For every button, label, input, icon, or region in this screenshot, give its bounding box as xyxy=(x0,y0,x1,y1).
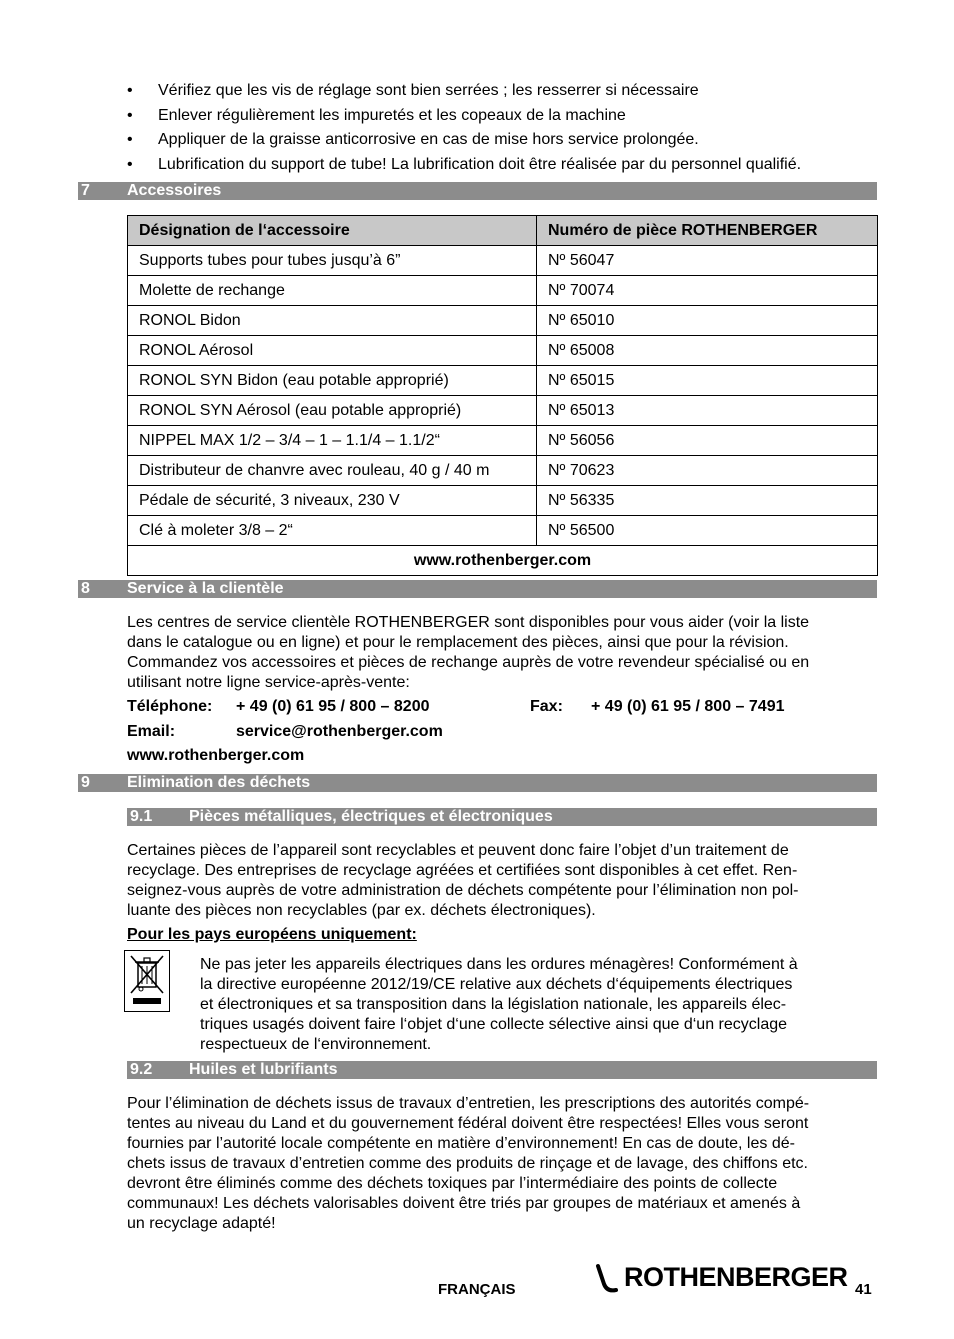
email-label: Email: xyxy=(127,723,176,740)
table-row: NIPPEL MAX 1/2 – 3/4 – 1 – 1.1/4 – 1.1/2“ Nº 56056 xyxy=(128,426,878,456)
subsection-heading-metal-parts: 9.1 Pièces métalliques, électriques et électroniques xyxy=(127,808,877,826)
fax-label: Fax: xyxy=(530,698,563,715)
list-item: • Lubrification du support de tube! La lubrification doit être réalisée par du personnel qualifié. xyxy=(127,155,802,173)
service-paragraph: Les centres de service clientèle ROTHENBERGER sont disponibles pour vous aider (voir la liste dans le catalogue ou en ligne) et pour le remplacement des pièces, ainsi que pour la révision. Commandez vos accessoires et pièces de rechange auprès de votre revendeur spécialisé ou en utilisant notre ligne service-après-vente: xyxy=(127,614,810,691)
table-row: RONOL SYN Bidon (eau potable approprié) Nº 65015 xyxy=(128,366,878,396)
page-number: 41 xyxy=(855,1281,872,1298)
website-link[interactable]: www.rothenberger.com xyxy=(127,747,305,764)
footer-language: FRANÇAIS xyxy=(438,1281,516,1298)
logo-hook-icon xyxy=(594,1262,624,1294)
section-heading-service: 8 Service à la clientèle xyxy=(78,580,877,598)
table-footer-row xyxy=(128,546,878,576)
accessories-table xyxy=(127,215,878,576)
section-heading-elimination: 9 Elimination des déchets xyxy=(78,774,877,792)
list-item: • Enlever régulièrement les impuretés et les copeaux de la machine xyxy=(127,106,626,124)
table-row: Molette de rechange Nº 70074 xyxy=(128,276,878,306)
crossed-bin-icon xyxy=(125,951,169,1011)
oils-paragraph: Pour l’élimination de déchets issus de travaux d’entretien, les prescriptions des autorités compé- tentes au niveau du Land et du gouvernement fédéral doivent être respectées! Elles vous seront fournies par l’autorité locale compétente en matière d’environnement! En cas de doute, les dé- chets issus de travaux d’entretien comme des produits de rinçage et de lavage, des chiffons etc. devront être éliminés comme des déchets toxiques par l’intermédiaire des points de collecte communaux! Les déchets valorisables doivent être triés par groupes de matériaux et amenés à un recyclage adapté! xyxy=(127,1095,810,1232)
phone-number[interactable]: + 49 (0) 61 95 / 800 – 8200 xyxy=(236,698,430,715)
weee-crossed-bin-icon xyxy=(124,950,170,1012)
fax-number: + 49 (0) 61 95 / 800 – 7491 xyxy=(591,698,785,715)
table-row: Clé à moleter 3/8 – 2“ Nº 56500 xyxy=(128,516,878,546)
website-link[interactable]: www.rothenberger.com xyxy=(128,546,878,576)
list-item: • Appliquer de la graisse anticorrosive en cas de mise hors service prolongée. xyxy=(127,131,699,148)
table-row: Supports tubes pour tubes jusqu’à 6” Nº 56047 xyxy=(128,246,878,276)
table-row: RONOL Bidon Nº 65010 xyxy=(128,306,878,336)
list-item: • Vérifiez que les vis de réglage sont bien serrées ; les resserrer si nécessaire xyxy=(127,82,699,99)
weee-paragraph: Ne pas jeter les appareils électriques dans les ordures ménagères! Conformément à la directive européenne 2012/19/CE relative aux déchets d‘équipements électriques et électroniques et sa transposition dans la législation nationale, les appareils élec- triques usagés doivent faire l‘objet d‘une collecte sélective ainsi que d‘un recyclage respectueux de l‘environnement. xyxy=(200,956,798,1053)
column-header: Désignation de l‘accessoire xyxy=(128,216,537,246)
eu-only-title: Pour les pays européens uniquement: xyxy=(127,926,417,943)
table-row: RONOL Aérosol Nº 65008 xyxy=(128,336,878,366)
table-row: RONOL SYN Aérosol (eau potable approprié) Nº 65013 xyxy=(128,396,878,426)
column-header: Numéro de pièce ROTHENBERGER xyxy=(537,216,878,246)
maintenance-bullet-list xyxy=(127,79,887,177)
brand-logo xyxy=(594,1262,848,1294)
email-link[interactable]: service@rothenberger.com xyxy=(236,723,443,740)
table-row: Pédale de sécurité, 3 niveaux, 230 V Nº 56335 xyxy=(128,486,878,516)
table-header-row xyxy=(128,216,878,246)
section-heading-accessoires: 7 Accessoires xyxy=(78,182,877,200)
phone-label: Téléphone: xyxy=(127,698,213,715)
brand-wordmark: ROTHENBERGER xyxy=(624,1262,848,1292)
recycling-paragraph: Certaines pièces de l’appareil sont recyclables et peuvent donc faire l’objet d’un traitement de recyclage. Des entreprises de recyclage agréées et certifiées sont disponibles à cet effet. Ren- seignez-vous auprès de votre administration de déchets compétente pour l’élimination non pol- luante des pièces non recyclables (par ex. déchets électroniques). xyxy=(127,842,799,919)
subsection-heading-oils: 9.2 Huiles et lubrifiants xyxy=(127,1061,877,1079)
table-row: Distributeur de chanvre avec rouleau, 40 g / 40 m Nº 70623 xyxy=(128,456,878,486)
